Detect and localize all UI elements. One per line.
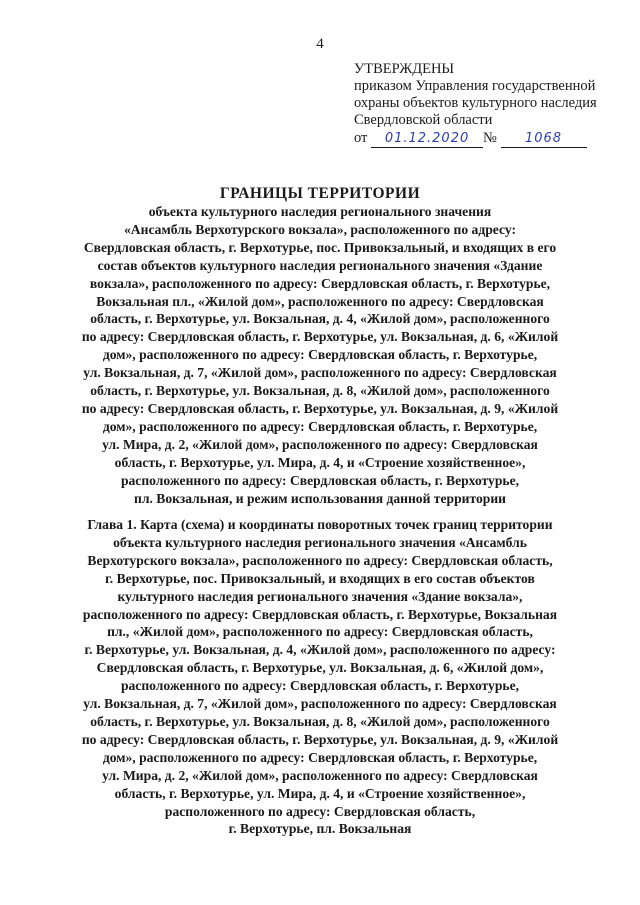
description-line: область, г. Верхотурье, ул. Вокзальная, д. 8, «Жилой дом», расположенного (90, 383, 550, 399)
description-line: по адресу: Свердловская область, г. Верхотурье, ул. Вокзальная, д. 6, «Жилой (81, 329, 559, 345)
description-line: по адресу: Свердловская область, г. Верхотурье, ул. Вокзальная, д. 9, «Жилой (81, 400, 559, 416)
chapter-line: область, г. Верхотурье, ул. Мира, д. 4, и «Строение хозяйственное», (114, 785, 526, 801)
heading-description (74, 203, 566, 507)
chapter-line: г. Верхотурье, пос. Привокзальный, и входящих в его состав объектов (105, 570, 535, 586)
chapter-line: Глава 1. Карта (схема) и координаты поворотных точек границ территории (87, 517, 553, 532)
description-line: ул. Вокзальная, д. 7, «Жилой дом», расположенного по адресу: Свердловская (83, 365, 557, 381)
chapter-line: Верхотурского вокзала», расположенного по адресу: Свердловская область, (87, 552, 553, 568)
approval-date-number-line (354, 130, 640, 148)
number-sign: № (483, 130, 497, 146)
chapter-line: г. Верхотурье, ул. Вокзальная, д. 4, «Жилой дом», расположенного по адресу: (84, 642, 556, 658)
approval-line: приказом Управления государственной (354, 78, 596, 94)
description-line: область, г. Верхотурье, ул. Вокзальная, д. 4, «Жилой дом», расположенного (90, 311, 550, 327)
description-line: состав объектов культурного наследия регионального значения «Здание (97, 257, 543, 273)
chapter-line: культурного наследия регионального значения «Здание вокзала», (117, 588, 523, 604)
chapter-heading (74, 516, 566, 838)
chapter-line: дом», расположенного по адресу: Свердловская область, г. Верхотурье, (102, 749, 538, 765)
chapter-line: г. Верхотурье, пл. Вокзальная (228, 821, 412, 837)
description-line: пл. Вокзальная, и режим использования данной территории (134, 490, 506, 506)
chapter-line: ул. Вокзальная, д. 7, «Жилой дом», расположенного по адресу: Свердловская (83, 696, 557, 712)
approval-line: Свердловской области (354, 112, 493, 128)
approval-line: охраны объектов культурного наследия (354, 95, 597, 111)
chapter-line: расположенного по адресу: Свердловская область, г. Верхотурье, Вокзальная (82, 606, 558, 622)
description-line: дом», расположенного по адресу: Свердловская область, г. Верхотурье, (102, 418, 538, 434)
chapter-line: по адресу: Свердловская область, г. Верхотурье, ул. Вокзальная, д. 9, «Жилой (81, 731, 559, 747)
chapter-line: ул. Мира, д. 2, «Жилой дом», расположенного по адресу: Свердловская (102, 767, 538, 783)
page-number: 4 (316, 36, 324, 52)
description-line: «Ансамбль Верхотурского вокзала», расположенного по адресу: (124, 221, 516, 237)
description-line: объекта культурного наследия регионального значения (148, 204, 492, 219)
handwritten-number: 1068 (501, 130, 587, 148)
chapter-line: объекта культурного наследия регионального значения «Ансамбль (113, 534, 527, 550)
document-heading: ГРАНИЦЫ ТЕРРИТОРИИ (219, 185, 421, 202)
chapter-line: Свердловская область, г. Верхотурье, ул. Вокзальная, д. 6, «Жилой дом», (96, 660, 544, 676)
chapter-line: расположенного по адресу: Свердловская область, г. Верхотурье, (120, 678, 520, 694)
description-line: вокзала», расположенного по адресу: Свердловская область, г. Верхотурье, (89, 275, 551, 291)
handwritten-date: 01.12.2020 (371, 130, 483, 148)
chapter-line: расположенного по адресу: Свердловская область, (164, 803, 476, 819)
approval-block (354, 61, 640, 148)
description-line: Вокзальная пл., «Жилой дом», расположенного по адресу: Свердловская (96, 293, 544, 309)
date-prefix: от (354, 130, 368, 146)
approval-title: УТВЕРЖДЕНЫ (354, 61, 455, 77)
description-line: Свердловская область, г. Верхотурье, пос. Привокзальный, и входящих в его (83, 239, 557, 255)
chapter-line: пл., «Жилой дом», расположенного по адресу: Свердловская область, (107, 624, 533, 640)
description-line: дом», расположенного по адресу: Свердловская область, г. Верхотурье, (102, 347, 538, 363)
description-line: ул. Мира, д. 2, «Жилой дом», расположенного по адресу: Свердловская (102, 436, 538, 452)
description-line: область, г. Верхотурье, ул. Мира, д. 4, и «Строение хозяйственное», (114, 454, 526, 470)
chapter-line: область, г. Верхотурье, ул. Вокзальная, д. 8, «Жилой дом», расположенного (90, 713, 550, 729)
description-line: расположенного по адресу: Свердловская область, г. Верхотурье, (120, 472, 520, 488)
